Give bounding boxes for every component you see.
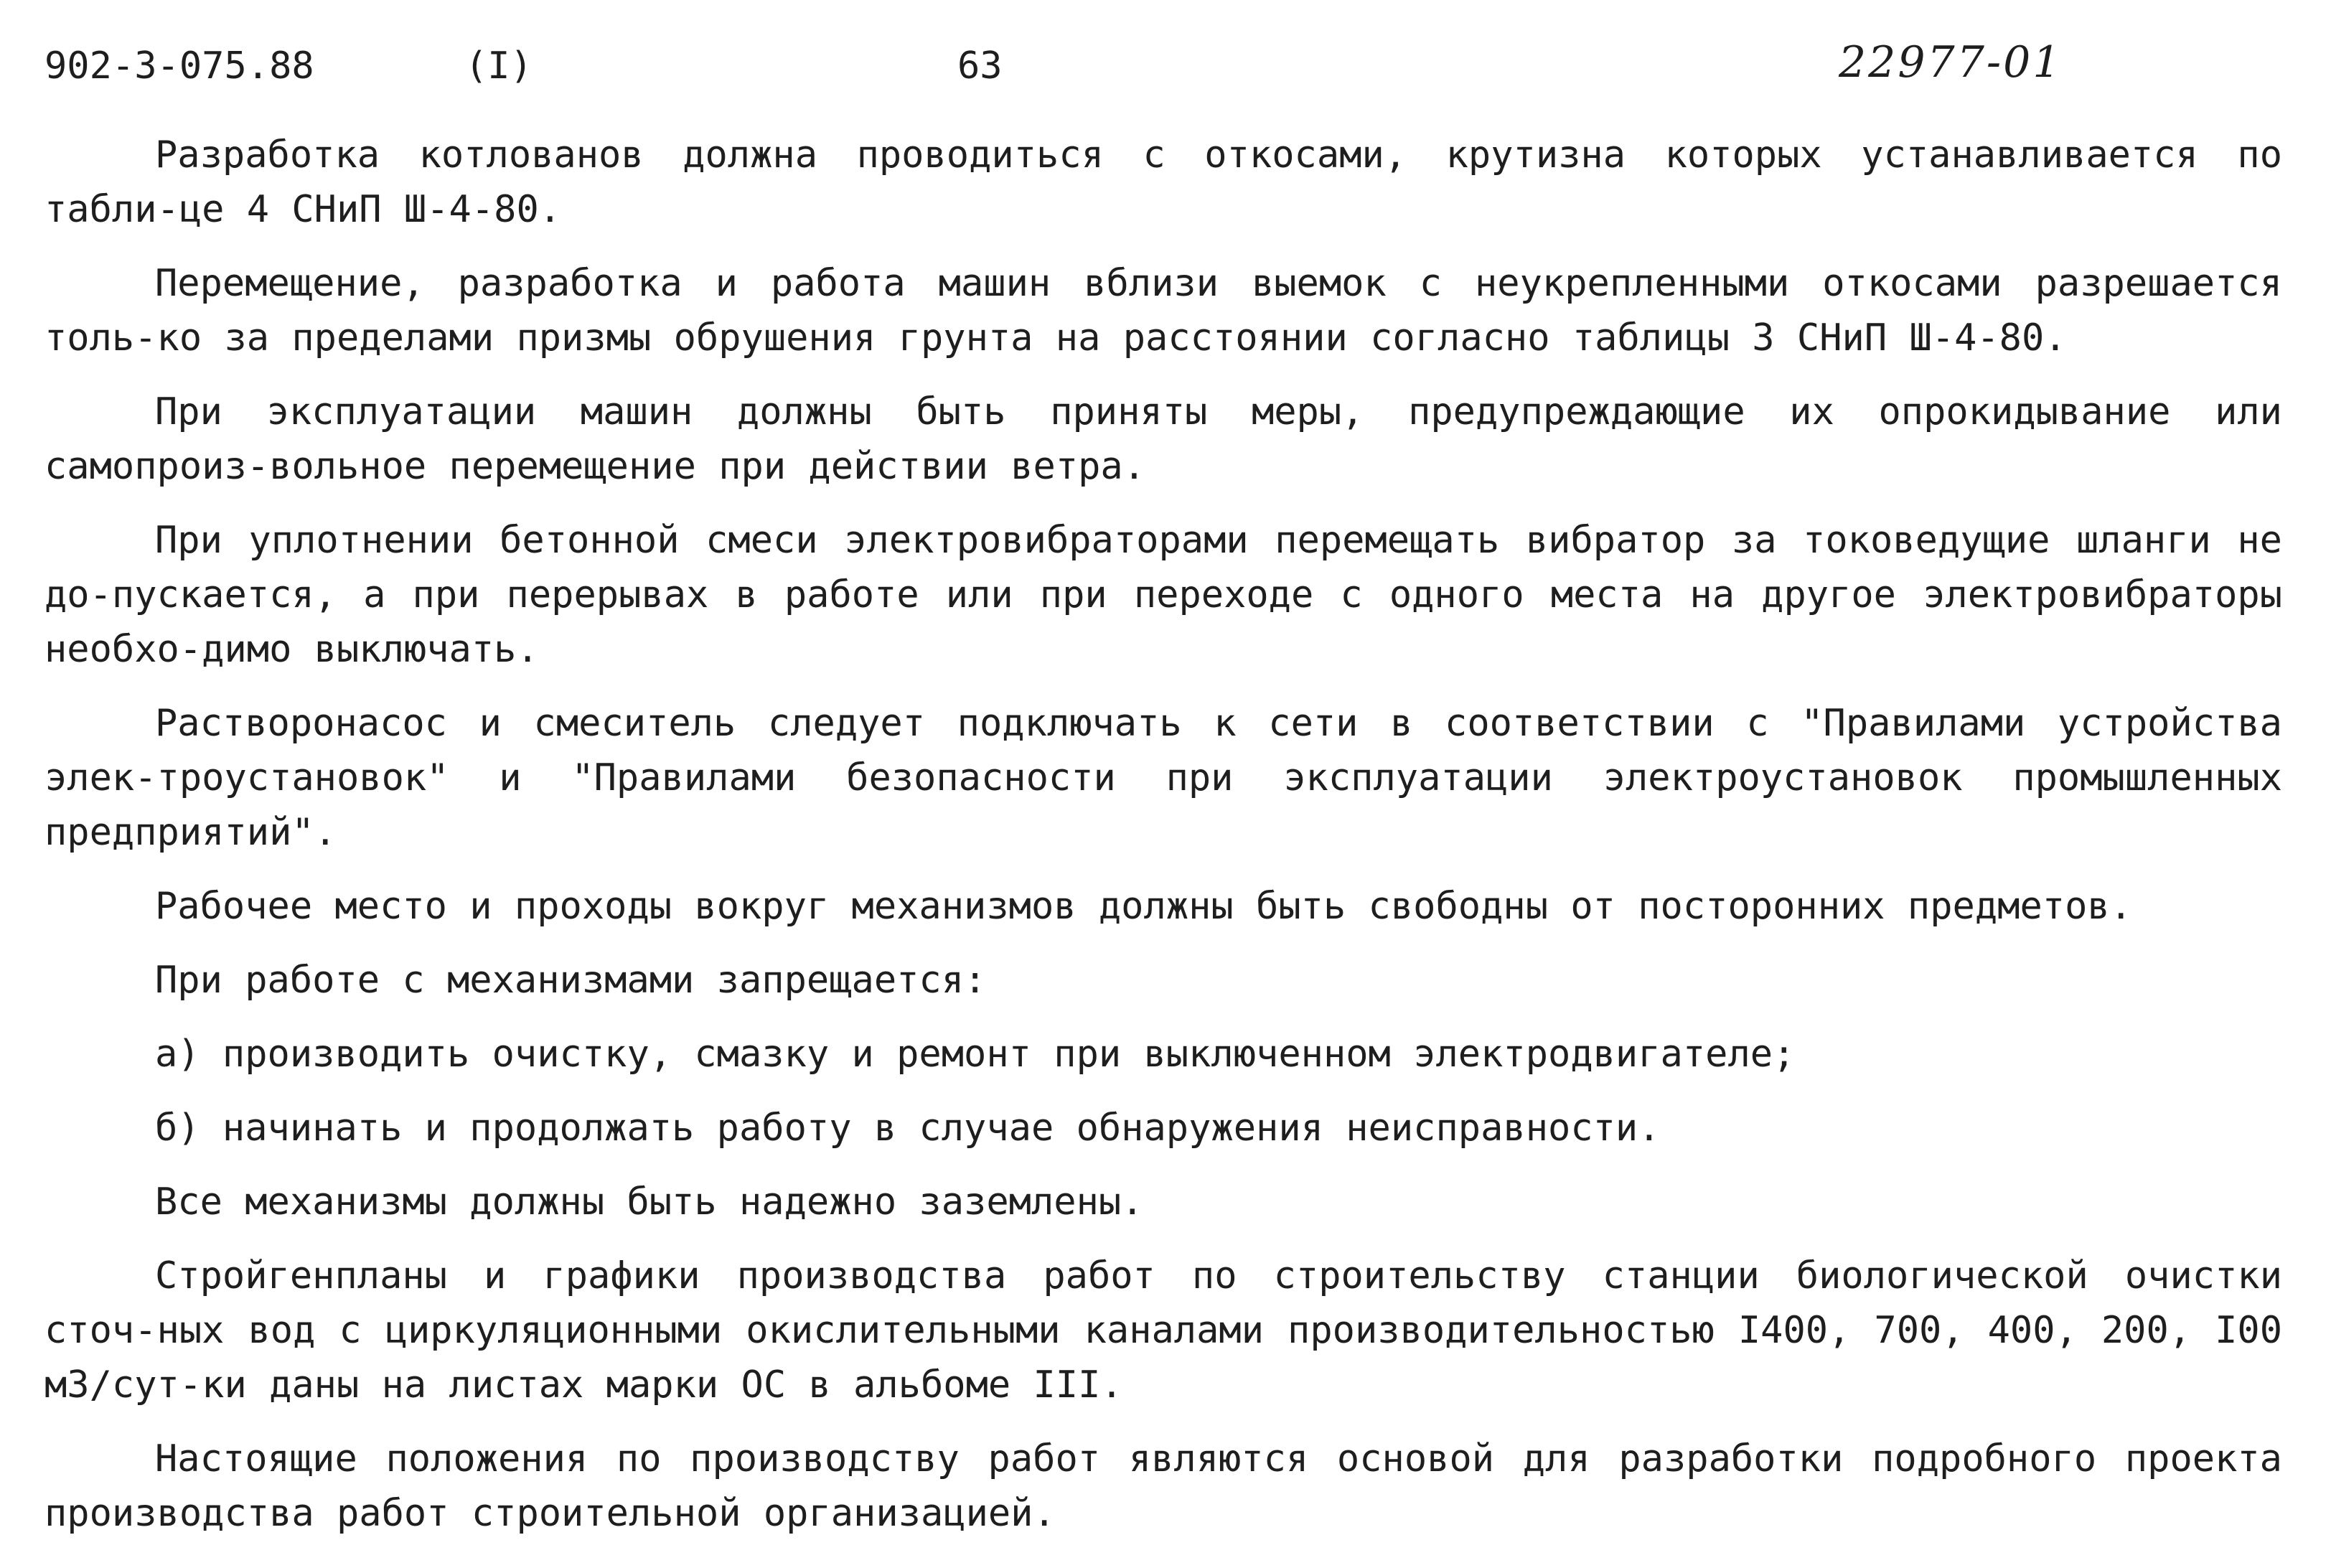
paragraph-vibrators: При уплотнении бетонной смеси электровибраторами перемещать вибратор за токоведущие шланги не до-пускается, а при перерывах в работе или при переходе с одного места на другое электровибраторы необхо-димо выключать. bbox=[44, 519, 2282, 671]
paragraph-prohibitions: При работе с механизмами запрещается: bbox=[155, 959, 987, 1002]
paragraph-conclusion: Настоящие положения по производству работ являются основой для разработки подробного проекта производства работ строительной организацией. bbox=[44, 1437, 2282, 1535]
page-number: 63 bbox=[957, 44, 1003, 88]
document-code: 902-3-075.88 bbox=[44, 44, 314, 88]
paragraph-grounding: Все механизмы должны быть надежно заземлены. bbox=[155, 1180, 1144, 1224]
document-part: (I) bbox=[465, 44, 533, 88]
paragraph-site-plans: Стройгенпланы и графики производства работ по строительству станции биологической очистки сточ-ных вод с циркуляционными окислительными каналами производительностью I400, 700, 400, 200, I00 м3/сут-ки даны на листах марки ОС в альбоме III. bbox=[44, 1254, 2282, 1407]
paragraph-excavation-slopes: Разработка котлованов должна проводиться с откосами, крутизна которых устанавливается по табли-це 4 СНиП Ш-4-80. bbox=[44, 133, 2282, 231]
handwritten-number: 22977-01 bbox=[1839, 37, 2063, 88]
paragraph-machine-stability: При эксплуатации машин должны быть приняты меры, предупреждающие их опрокидывание или самопроиз-вольное перемещение при действии ветра. bbox=[44, 390, 2282, 488]
paragraph-machines-near-excavations: Перемещение, разработка и работа машин вблизи выемок с неукрепленными откосами разрешается толь-ко за пределами призмы обрушения грунта на расстоянии согласно таблицы 3 СНиП Ш-4-80. bbox=[44, 262, 2282, 360]
list-item-a: а) производить очистку, смазку и ремонт при выключенном электродвигателе; bbox=[155, 1033, 1796, 1076]
paragraph-workplace: Рабочее место и проходы вокруг механизмов должны быть свободны от посторонних предметов. bbox=[155, 885, 2132, 928]
document-body bbox=[44, 128, 2282, 1541]
paragraph-mortar-pump: Растворонасос и смеситель следует подключать к сети в соответствии с "Правилами устройства элек-троустановок" и "Правилами безопасности при эксплуатации электроустановок промышленных предприятий". bbox=[44, 702, 2282, 854]
list-item-b: б) начинать и продолжать работу в случае обнаружения неисправности. bbox=[155, 1107, 1661, 1150]
